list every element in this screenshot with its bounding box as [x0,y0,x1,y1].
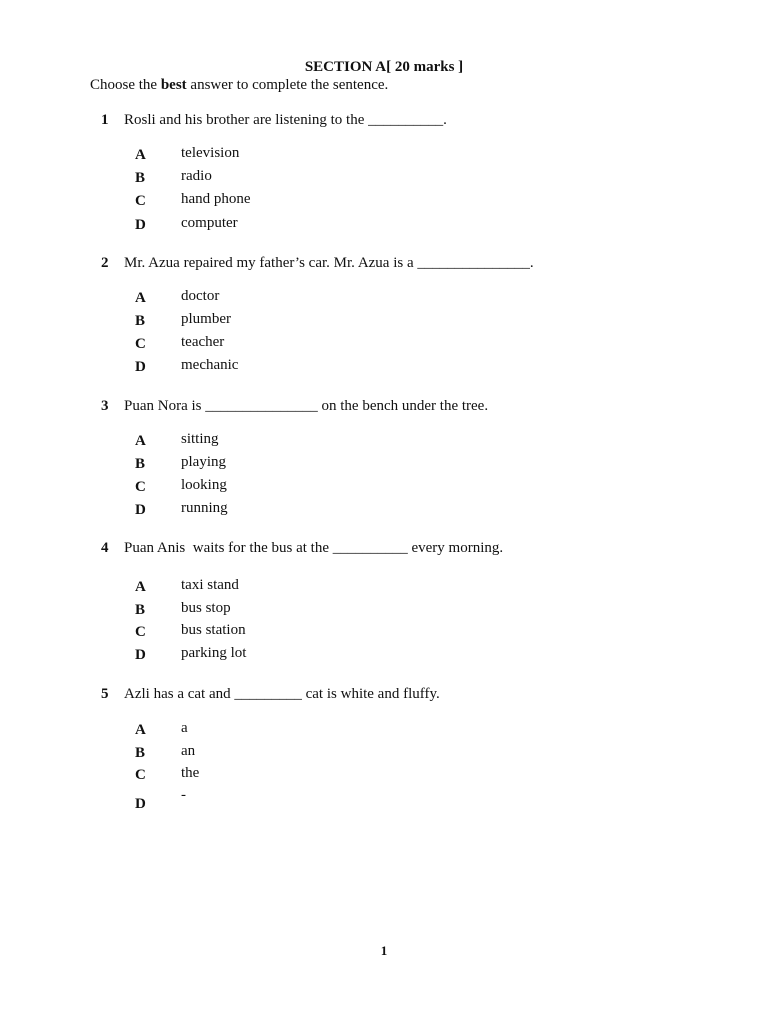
option-letter: D [135,796,146,812]
option-text: bus stop [181,600,231,616]
option-text: teacher [181,334,225,350]
option-letter: C [135,767,146,783]
option-text: computer [181,215,238,231]
question-number: 4 [101,540,109,556]
question-text: Rosli and his brother are listening to the __________. [124,112,447,128]
instruction-bold-word: best [160,77,187,93]
option-letter: B [135,313,146,329]
question-2 [101,255,534,272]
option-letter: A [135,722,146,738]
question-3 [101,398,488,415]
option-letter: D [135,647,146,663]
option-letter: C [135,193,146,209]
option-text: plumber [181,311,231,327]
option-text: hand phone [181,191,251,207]
option-text: doctor [181,288,220,304]
option-letter: A [135,290,146,306]
option-text: an [181,743,196,759]
instruction-text-before: Choose the [90,77,161,93]
option-letter: A [135,147,146,163]
question-text: Puan Anis waits for the bus at the __________ every morning. [124,540,504,556]
option-letter: A [135,433,146,449]
option-letter: C [135,624,146,640]
option-text: a [181,720,188,736]
option-letter: B [135,170,146,186]
option-text: - [181,787,186,803]
option-letter: B [135,745,146,761]
option-letter: B [135,602,146,618]
option-letter: C [135,479,146,495]
instruction [90,77,388,94]
question-text: Puan Nora is _______________ on the bench under the tree. [124,398,489,414]
option-letter: D [135,359,146,375]
option-text: playing [181,454,226,470]
question-1 [101,112,447,129]
option-text: taxi stand [181,577,239,593]
option-text: running [181,500,228,516]
option-letter: D [135,502,146,518]
question-5 [101,686,440,703]
question-number: 3 [101,398,109,414]
option-letter: C [135,336,146,352]
option-text: the [181,765,200,781]
page-number: 1 [380,943,388,958]
question-number: 5 [101,686,109,702]
section-title [0,59,768,76]
option-text: mechanic [181,357,239,373]
option-letter: A [135,579,146,595]
option-text: looking [181,477,227,493]
option-letter: D [135,217,146,233]
option-text: television [181,145,240,161]
section-title-text: SECTION A[ 20 marks ] [304,59,464,75]
option-text: bus station [181,622,246,638]
option-text: sitting [181,431,219,447]
option-letter: B [135,456,146,472]
question-4 [101,540,503,557]
question-text: Mr. Azua repaired my father’s car. Mr. Azua is a _______________. [124,255,534,271]
question-number: 2 [101,255,109,271]
question-number: 1 [101,112,109,128]
option-text: radio [181,168,212,184]
option-text: parking lot [181,645,247,661]
question-text: Azli has a cat and _________ cat is white and fluffy. [124,686,440,702]
instruction-text-after: answer to complete the sentence. [186,77,389,93]
